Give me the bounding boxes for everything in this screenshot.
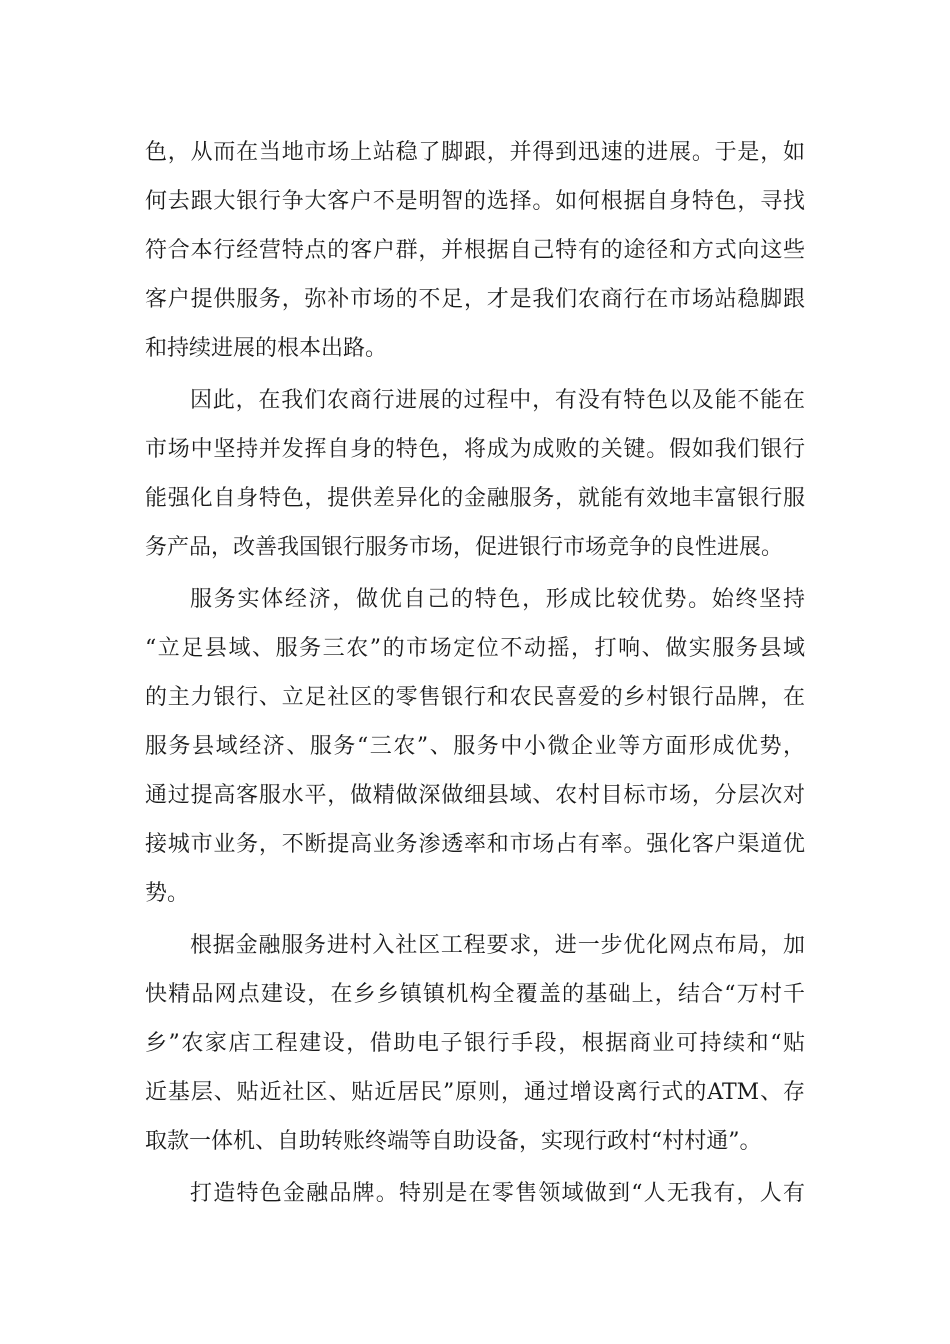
text-line: 和持续进展的根本出路。 [145,336,388,361]
text-line: 因此，在我们农商行进展的过程中，有没有特色以及能不能在 [190,388,805,413]
text-line: 市场中坚持并发挥自身的特色，将成为成败的关键。假如我们银行 [145,437,805,462]
text-line: 的主力银行、立足社区的零售银行和农民喜爱的乡村银行品牌，在 [145,685,805,710]
text-line: 能强化自身特色，提供差异化的金融服务，就能有效地丰富银行服 [145,486,805,511]
text-line: 近基层、贴近社区、贴近居民”原则，通过增设离行式的ATM、存 [145,1080,805,1105]
text-line: 取款一体机、自助转账终端等自助设备，实现行政村“村村通”。 [145,1129,762,1154]
text-line: 客户提供服务，弥补市场的不足，才是我们农商行在市场站稳脚跟 [145,287,805,312]
text-line: 何去跟大银行争大客户不是明智的选择。如何根据自身特色，寻找 [145,189,805,214]
text-line: 接城市业务，不断提高业务渗透率和市场占有率。强化客户渠道优 [145,832,805,857]
text-line: 打造特色金融品牌。特别是在零售领域做到“人无我有，人有 [190,1181,805,1206]
text-line: 服务县域经济、服务“三农”、服务中小微企业等方面形成优势， [145,734,805,759]
text-line: 根据金融服务进村入社区工程要求，进一步优化网点布局，加 [190,933,805,958]
text-line: 乡”农家店工程建设，借助电子银行手段，根据商业可持续和“贴 [145,1031,805,1056]
text-line: 通过提高客服水平，做精做深做细县域、农村目标市场，分层次对 [145,783,805,808]
text-line: 服务实体经济，做优自己的特色，形成比较优势。始终坚持 [190,587,805,612]
text-line: 势。 [145,881,190,906]
text-line: 色，从而在当地市场上站稳了脚跟，并得到迅速的进展。于是，如 [145,140,805,165]
text-line: “立足县域、服务三农”的市场定位不动摇，打响、做实服务县域 [145,636,805,661]
text-line: 务产品，改善我国银行服务市场，促进银行市场竞争的良性进展。 [145,535,784,560]
text-line: 快精品网点建设，在乡乡镇镇机构全覆盖的基础上，结合“万村千 [145,982,805,1007]
text-line: 符合本行经营特点的客户群，并根据自己特有的途径和方式向这些 [145,238,805,263]
